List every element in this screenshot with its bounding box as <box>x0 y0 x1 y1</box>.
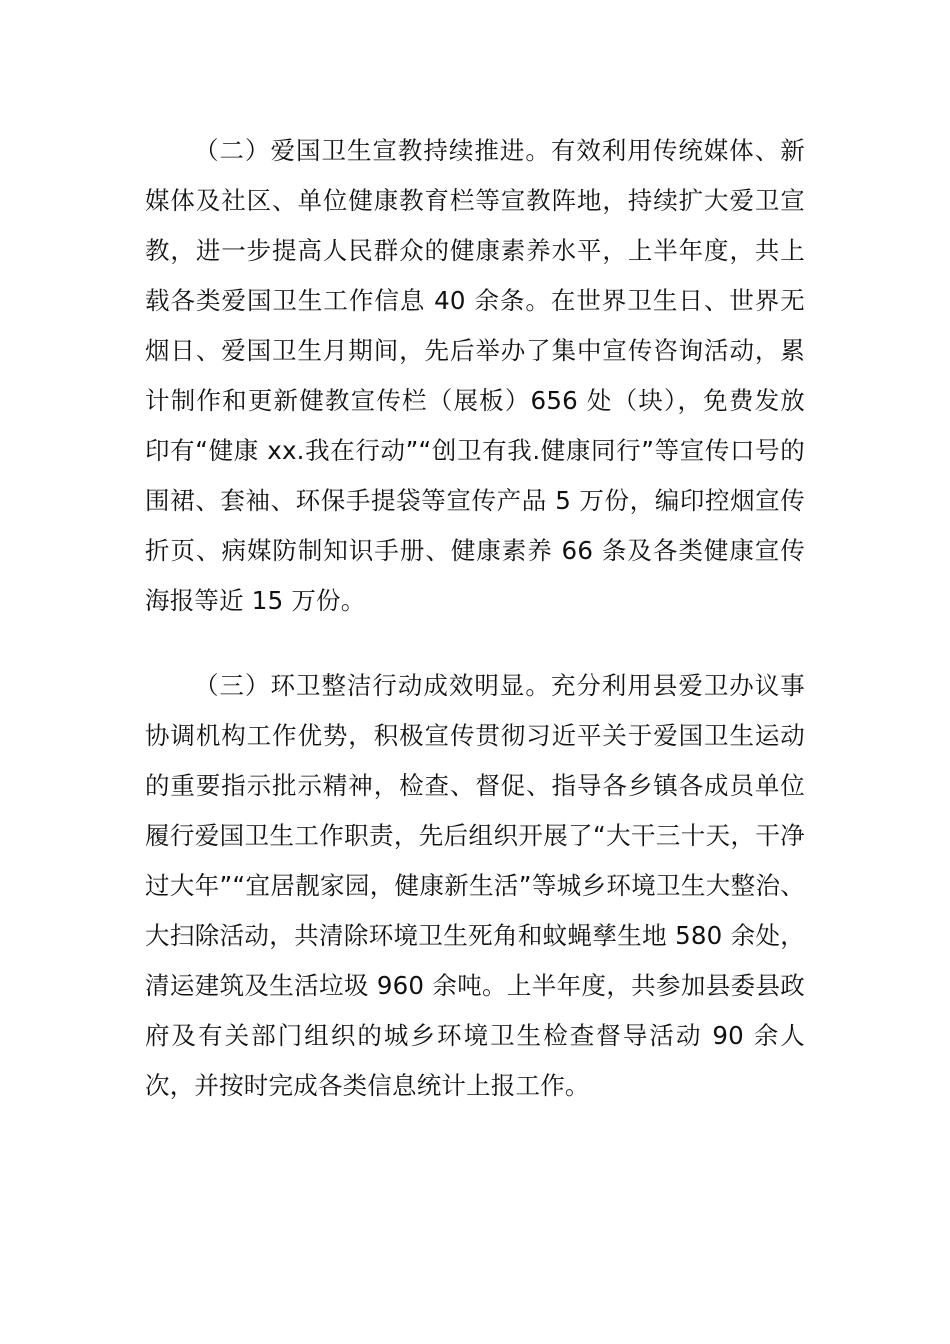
paragraph-sanitation-action: （三）环卫整洁行动成效明显。充分利用县爱卫办议事协调机构工作优势，积极宣传贯彻习近平关于爱国卫生运动的重要指示批示精神，检查、督促、指导各乡镇各成员单位履行爱国卫生工作职责，先后组织开展了“大干三十天，干净过大年”“宜居靓家园，健康新生活”等城乡环境卫生大整治、大扫除活动，共清除环境卫生死角和蚊蝇孳生地 580 余处，清运建筑及生活垃圾 960 余吨。上半年度，共参加县委县政府及有关部门组织的城乡环境卫生检查督导活动 90 余人次，并按时完成各类信息统计上报工作。 <box>145 671 805 1100</box>
paragraph-publicity-education: （二）爱国卫生宣教持续推进。有效利用传统媒体、新媒体及社区、单位健康教育栏等宣教阵地，持续扩大爱卫宣教，进一步提高人民群众的健康素养水平，上半年度，共上载各类爱国卫生工作信息 40 余条。在世界卫生日、世界无烟日、爱国卫生月期间，先后举办了集中宣传咨询活动，累计制作和更新健教宣传栏（展板）656 处（块），免费发放印有“健康 xx.我在行动”“创卫有我.健康同行”等宣传口号的围裙、套袖、环保手提袋等宣传产品 5 万份，编印控烟宣传折页、病媒防制知识手册、健康素养 66 条及各类健康宣传海报等近 15 万份。 <box>145 136 805 615</box>
document-page <box>145 126 805 1111</box>
